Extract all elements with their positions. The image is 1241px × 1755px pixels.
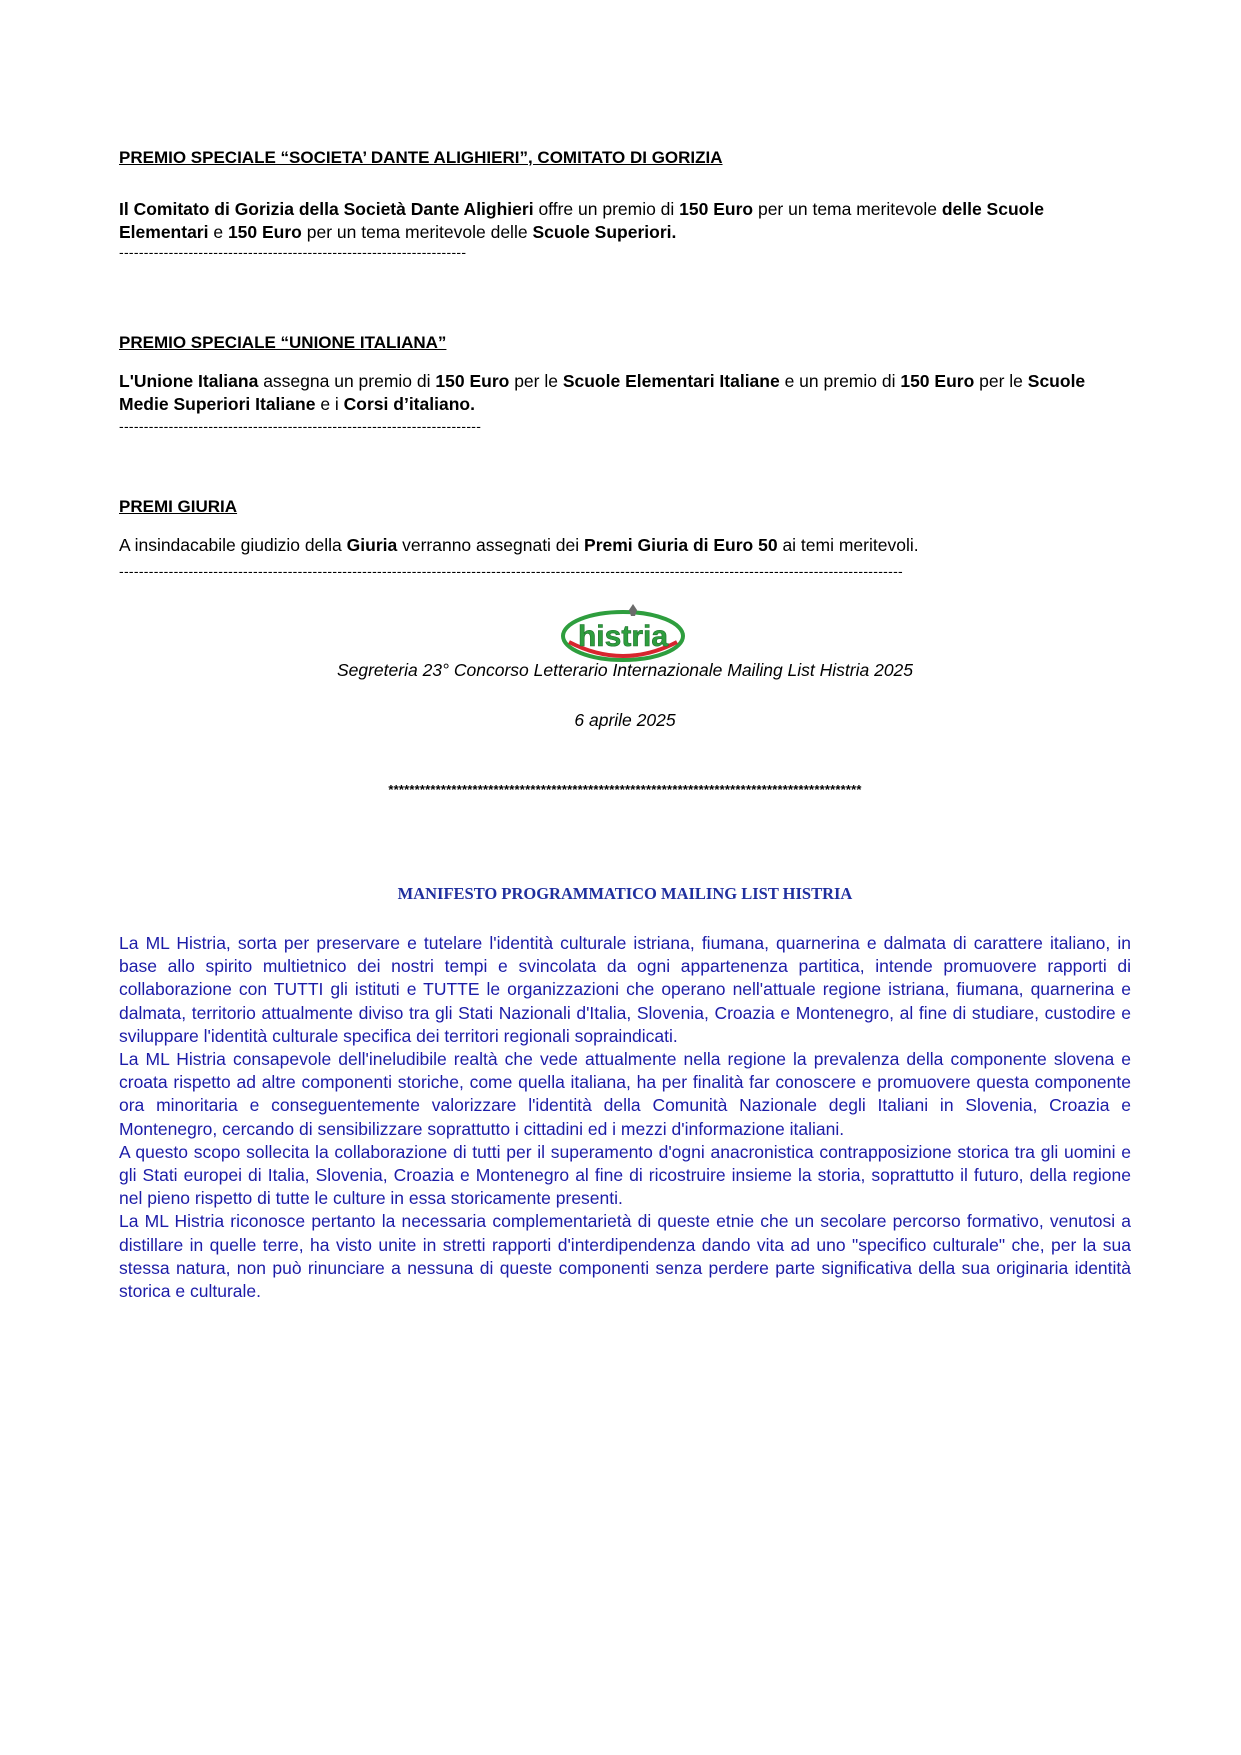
text-run: e i (315, 394, 344, 414)
manifesto-body (119, 932, 1131, 1303)
text-run: Scuole Superiori. (532, 222, 677, 242)
text-run: Scuole Elementari Italiane (562, 371, 780, 391)
text-run: Scuole Medie Superiori Italiane (119, 371, 1086, 414)
text-run: offre un premio di (533, 199, 680, 219)
text-run: L'Unione Italiana (119, 371, 259, 391)
text-run: e (208, 222, 228, 242)
text-run: delle Scuole Elementari (119, 199, 1044, 242)
signature-date: 6 aprile 2025 (574, 710, 676, 730)
text-run: ai temi meritevoli. (777, 535, 919, 555)
divider-unione: ------------------------------------------------------------------------- (119, 418, 482, 434)
manifesto-paragraph-3: A questo scopo sollecita la collaborazione di tutti per il superamento d'ogni anacronistica contrapposizione storica tra gli uomini e gli Stati europei di Italia, Slovenia, Croazia e Montenegro al fine di ricostruire insieme la storia, soprattutto il futuro, della regione nel pieno rispetto di tutte le culture in essa storicamente presenti. (119, 1141, 1131, 1209)
section-body-giuria (119, 534, 1131, 557)
divider-giuria: -------------------------------------------------------------------------------------------------------------------------------------------------------------- (119, 563, 904, 579)
text-run: Giuria (346, 535, 398, 555)
manifesto-paragraph-4: La ML Histria riconosce pertanto la necessaria complementarietà di queste etnie che un secolare percorso formativo, venutosi a distillare in quelle terre, ha visto unite in stretti rapporti d'interdipendenza dando vita ad uno "specifico culturale" che, per la sua stessa natura, non può rinunciare a nessuna di queste componenti senza perdere parte significativa della sua originaria identità storica e culturale. (119, 1211, 1131, 1302)
section-heading-dante: PREMIO SPECIALE “SOCIETA’ DANTE ALIGHIERI”, COMITATO DI GORIZIA (119, 148, 723, 167)
text-run: assegna un premio di (258, 371, 436, 391)
text-run: Corsi d’italiano. (343, 394, 475, 414)
section-body-dante (119, 198, 1131, 244)
stars-separator: ****************************************************************************************** (388, 782, 862, 797)
text-run: per un tema meritevole delle (301, 222, 533, 242)
section-heading-unione: PREMIO SPECIALE “UNIONE ITALIANA” (119, 333, 447, 352)
section-heading-giuria: PREMI GIURIA (119, 497, 238, 516)
histria-logo-icon (559, 604, 689, 664)
text-run: A insindacabile giudizio della (119, 535, 347, 555)
manifesto-paragraph-2: La ML Histria consapevole dell'ineludibile realtà che vede attualmente nella regione la prevalenza della componente slovena e croata rispetto ad altre componenti storiche, come quella italiana, ha per finalità far conoscere e promuovere questa componente ora minoritaria e conseguentemente valorizzare l'identità della Comunità Nazionale degli Italiani in Slovenia, Croazia e Montenegro, cercando di sensibilizzare soprattutto i cittadini ed i mezzi d'informazione italiani. (119, 1049, 1131, 1139)
manifesto-title: MANIFESTO PROGRAMMATICO MAILING LIST HISTRIA (397, 884, 853, 903)
divider-dante: ---------------------------------------------------------------------- (119, 244, 467, 260)
manifesto-paragraph-1: La ML Histria, sorta per preservare e tutelare l'identità culturale istriana, fiumana, quarnerina e dalmata di carattere italiano, in base allo spirito multietnico dei nostri tempi e svincolata da ogni appartenenza partitica, intende promuovere rapporti di collaborazione con TUTTI gli istituti e TUTTE le organizzazioni che operano nell'attuale regione istriana, fiumana, quarnerina e dalmata, territorio attualmente diviso tra gli Stati Nazionali d'Italia, Slovenia, Croazia e Montenegro, al fine di studiare, custodire e sviluppare l'identità culturale specifica dei territori regionali sopraindicati. (119, 933, 1131, 1046)
text-run: 150 Euro (227, 222, 302, 242)
signature-line: Segreteria 23° Concorso Letterario Internazionale Mailing List Histria 2025 (336, 660, 914, 680)
text-run: 150 Euro (900, 371, 975, 391)
text-run: 150 Euro (679, 199, 754, 219)
text-run: Il Comitato di Gorizia della Società Dante Alighieri (119, 199, 534, 219)
text-run: per le (509, 371, 563, 391)
text-run: 150 Euro (435, 371, 510, 391)
text-run: per le (974, 371, 1028, 391)
text-run: Premi Giuria di Euro 50 (584, 535, 778, 555)
text-run: per un tema meritevole (753, 199, 942, 219)
text-run: e un premio di (779, 371, 901, 391)
text-run: verranno assegnati dei (397, 535, 585, 555)
svg-text:histria: histria (577, 620, 669, 653)
section-body-unione (119, 370, 1131, 416)
